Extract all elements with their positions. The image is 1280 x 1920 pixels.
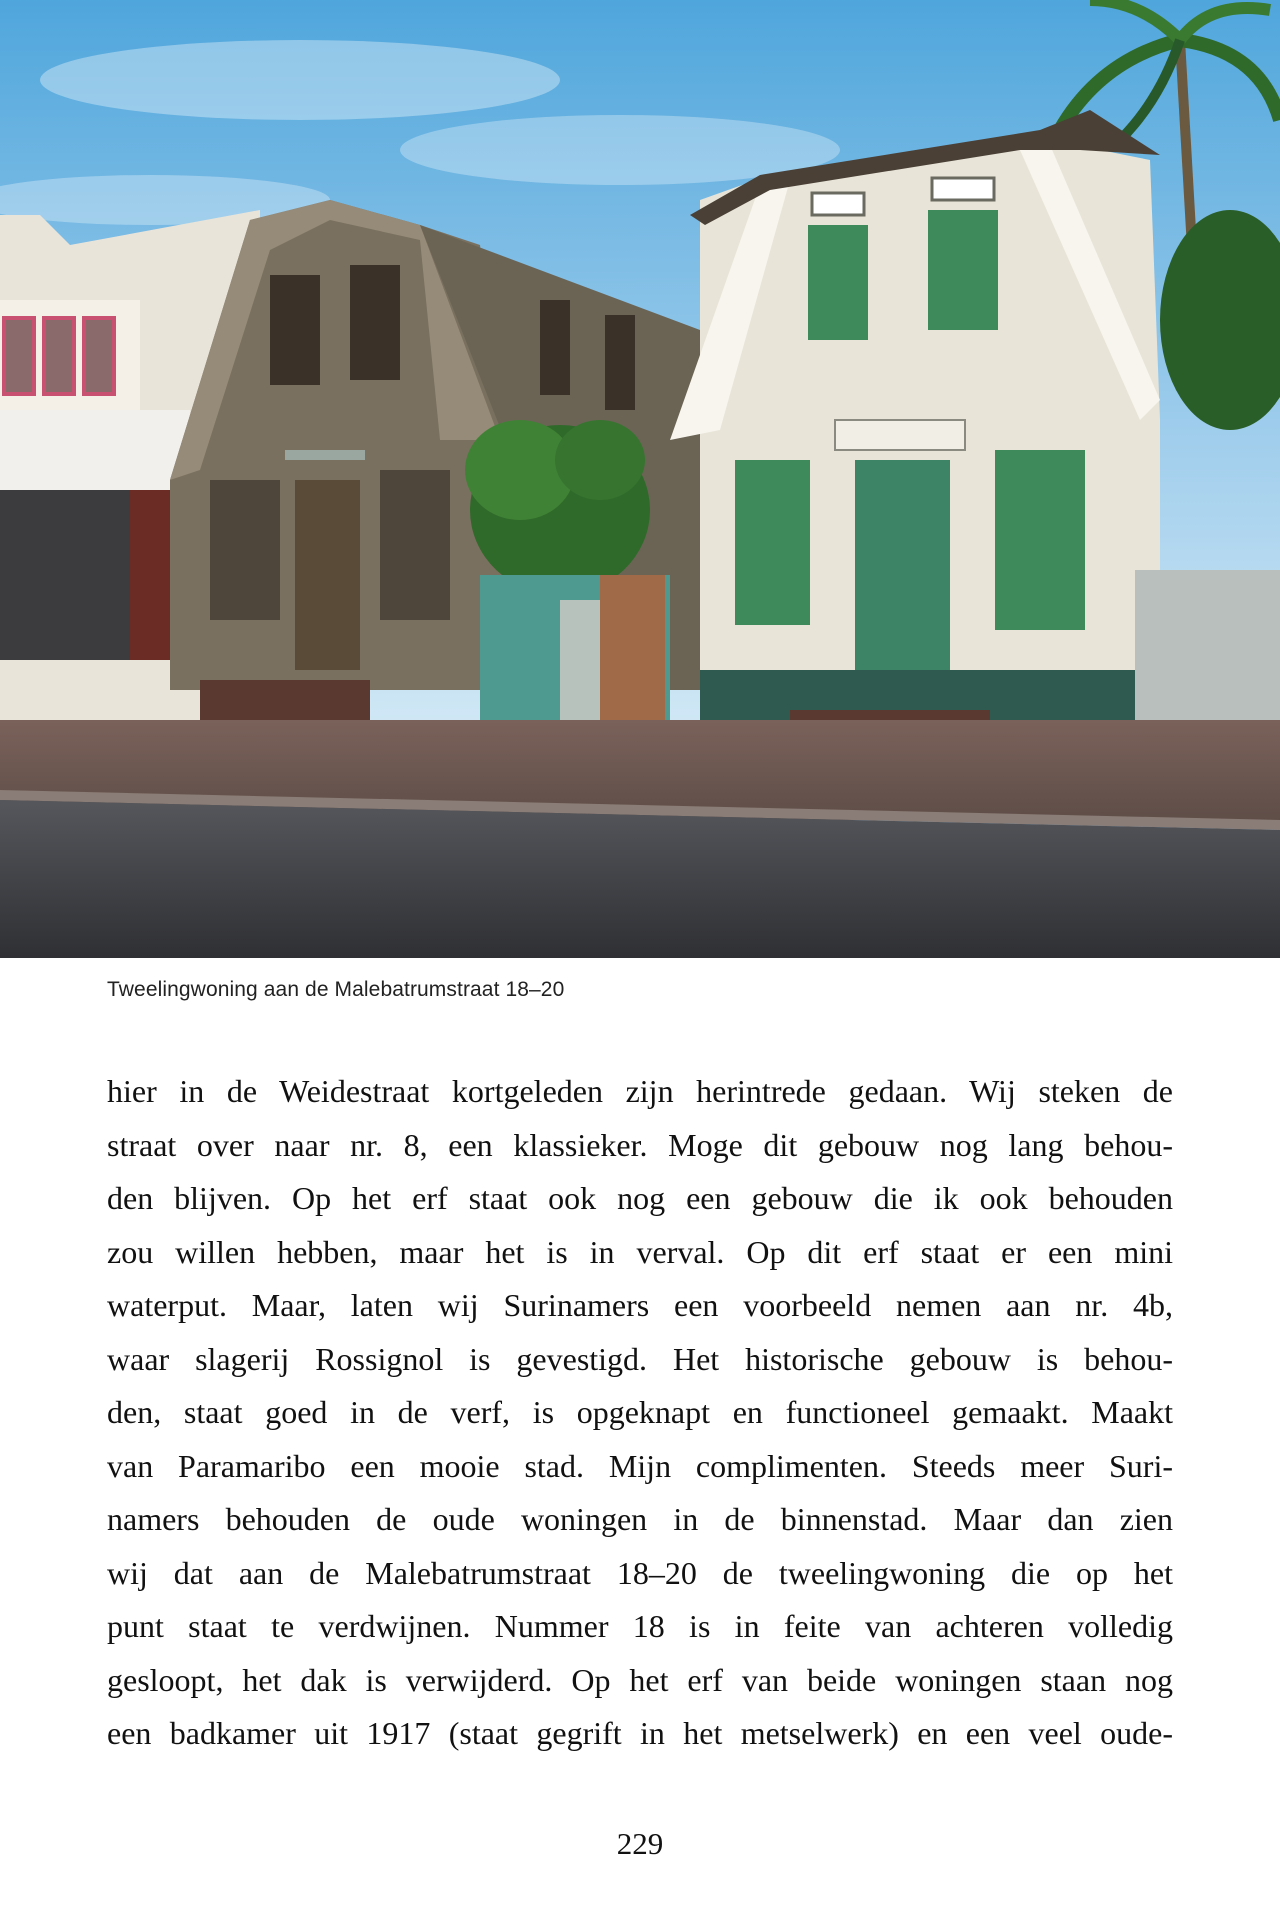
photo-illustration — [0, 0, 1280, 958]
text-line: den blijven. Op het erf staat ook nog een gebouw die ik ook behouden — [107, 1180, 1173, 1216]
white-house — [670, 110, 1160, 765]
text-line: punt staat te verdwijnen. Nummer 18 is in feite van achteren volledig — [107, 1608, 1173, 1644]
fence-left — [480, 575, 670, 730]
photo-caption: Tweelingwoning aan de Malebatrumstraat 18–20 — [107, 978, 565, 1001]
text-line: namers behouden de oude woningen in de binnenstad. Maar dan zien — [107, 1501, 1173, 1537]
text-line: waar slagerij Rossignol is gevestigd. Het historische gebouw is behou- — [107, 1340, 1173, 1377]
body-text — [107, 1065, 1173, 1761]
text-line: zou willen hebben, maar het is in verval. Op dit erf staat er een mini — [107, 1233, 1173, 1270]
text-line: wij dat aan de Malebatrumstraat 18–20 de tweelingwoning die op het — [107, 1554, 1173, 1591]
page-number: 229 — [616, 1826, 664, 1861]
text-line: van Paramaribo een mooie stad. Mijn complimenten. Steeds meer Suri- — [107, 1447, 1173, 1484]
text-line: straat over naar nr. 8, een klassieker. Moge dit gebouw nog lang behou- — [107, 1126, 1173, 1163]
text-line: gesloopt, het dak is verwijderd. Op het erf van beide woningen staan nog — [107, 1661, 1173, 1698]
text-line: hier in de Weidestraat kortgeleden zijn herintrede gedaan. Wij steken de — [107, 1073, 1173, 1109]
street-photo — [0, 0, 1280, 958]
text-line: den, staat goed in de verf, is opgeknapt en functioneel gemaakt. Maakt — [107, 1394, 1173, 1430]
text-line: een badkamer uit 1917 (staat gegrift in het metselwerk) en een veel oude- — [107, 1715, 1173, 1751]
text-line: waterput. Maar, laten wij Surinamers een voorbeeld nemen aan nr. 4b, — [107, 1287, 1173, 1323]
